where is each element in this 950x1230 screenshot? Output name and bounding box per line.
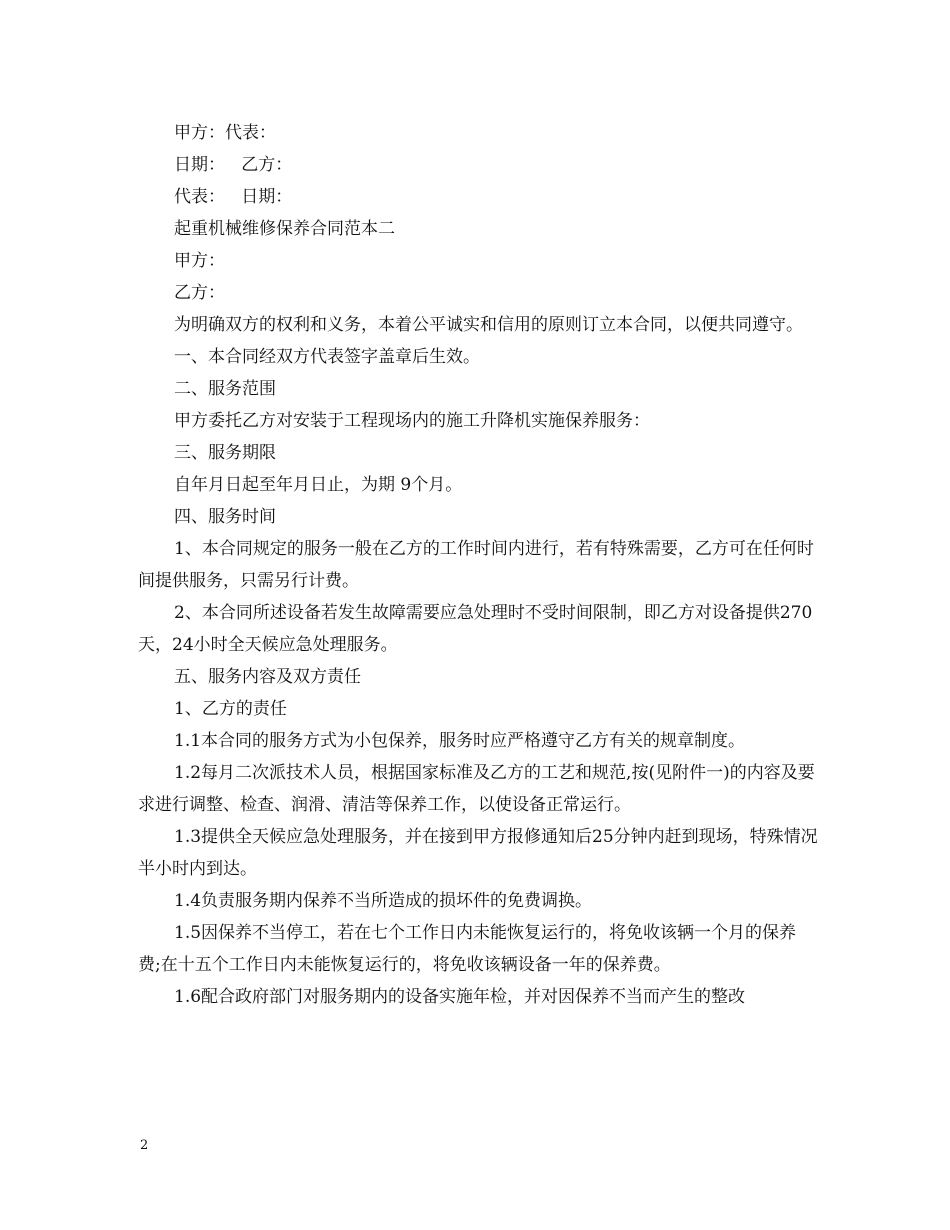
page-number: 2: [140, 1138, 149, 1153]
clause-1: 一、本合同经双方代表签字盖章后生效。: [174, 347, 480, 367]
party-b-line: 乙方：: [174, 283, 225, 303]
clause-1-2: 1.2每月二次派技术人员，根据国家标准及乙方的工艺和规范,按(见附件一)的内容及要求进行调整、检查、润滑、清洁等保养工作，以使设备正常运行。: [138, 763, 815, 815]
section-heading-service-time: 四、服务时间: [174, 507, 276, 527]
service-term-paragraph: 自年月日起至年月日止，为期 9个月。: [174, 475, 463, 495]
service-time-item-2: 2、本合同所述设备若发生故障需要应急处理时不受时间限制，即乙方对设备提供270天，24小时全天候应急处理服务。: [138, 603, 813, 655]
contract-title: 起重机械维修保养合同范本二: [174, 219, 395, 239]
service-scope-paragraph: 甲方委托乙方对安装于工程现场内的施工升降机实施保养服务：: [174, 411, 650, 431]
party-a-representative-line: 甲方：代表：: [174, 123, 276, 143]
section-heading-service-scope: 二、服务范围: [174, 379, 276, 399]
service-time-item-1: 1、本合同规定的服务一般在乙方的工作时间内进行，若有特殊需要，乙方可在任何时间提供服务，只需另行计费。: [138, 539, 814, 591]
clause-1-3: 1.3提供全天候应急处理服务，并在接到甲方报修通知后25分钟内赶到现场，特殊情况半小时内到达。: [138, 827, 818, 879]
subheading-party-b-responsibility: 1、乙方的责任: [174, 699, 287, 719]
section-heading-content-responsibility: 五、服务内容及双方责任: [174, 667, 361, 687]
clause-1-6: 1.6配合政府部门对服务期内的设备实施年检，并对因保养不当而产生的整改: [174, 987, 746, 1007]
representative-date-line: 代表： 日期：: [174, 187, 293, 207]
clause-1-5: 1.5因保养不当停工，若在七个工作日内未能恢复运行的，将免收该辆一个月的保养费;在十五个工作日内未能恢复运行的，将免收该辆设备一年的保养费。: [138, 923, 797, 975]
date-party-b-line: 日期： 乙方：: [174, 155, 293, 175]
preamble-paragraph: 为明确双方的权利和义务，本着公平诚实和信用的原则订立本合同，以便共同遵守。: [174, 315, 803, 335]
party-a-line: 甲方：: [174, 251, 225, 271]
clause-1-1: 1.1本合同的服务方式为小包保养，服务时应严格遵守乙方有关的规章制度。: [174, 731, 746, 751]
clause-1-4: 1.4负责服务期内保养不当所造成的损坏件的免费调换。: [174, 891, 593, 911]
contract-body: [138, 117, 818, 1013]
section-heading-service-term: 三、服务期限: [174, 443, 276, 463]
